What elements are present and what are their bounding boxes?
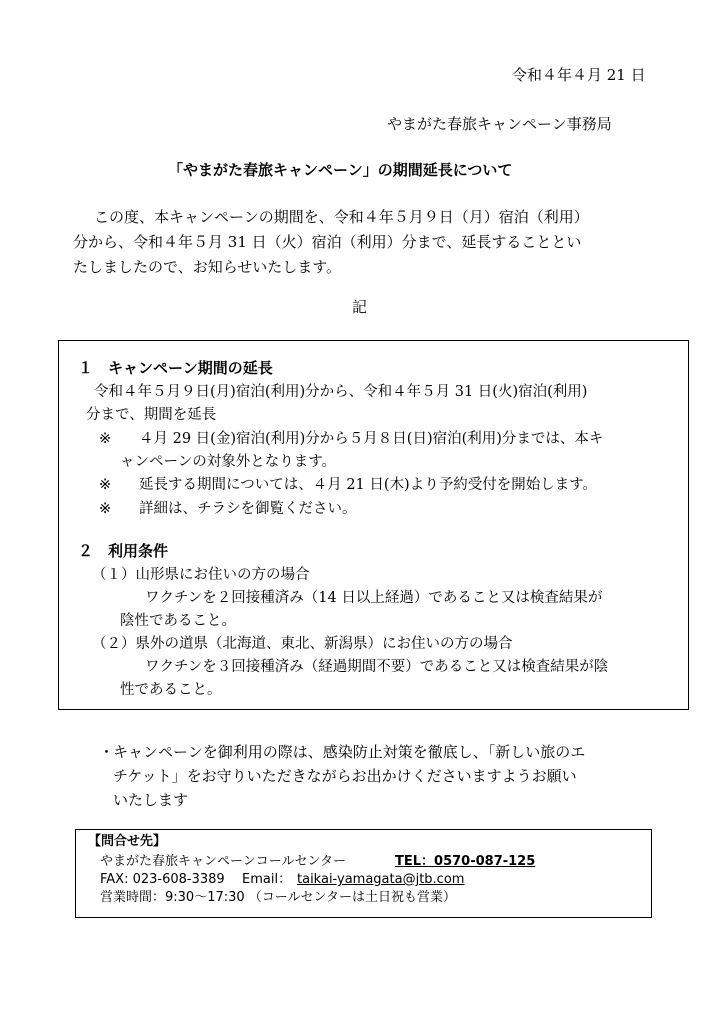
- call-center-tel[interactable]: TEL：0570-087-125: [395, 854, 536, 869]
- email-link[interactable]: taikai-yamagata@jtb.com: [297, 872, 465, 887]
- bullet-line-1: キャンペーンを御利用の際は、感染防止対策を徹底し、「新しい旅のエ: [113, 743, 586, 761]
- issue-date: 令和４年４月 21 日: [512, 66, 646, 84]
- condition-1-label: （１）山形県にお住いの方の場合: [92, 567, 310, 583]
- note-mark-1: ※: [99, 431, 112, 447]
- issuer-name: やまがた春旅キャンペーン事務局: [387, 115, 612, 133]
- note-3-line-1: 詳細は、チラシを御覧ください。: [139, 501, 357, 517]
- contact-heading: 【問合せ先】: [88, 834, 167, 849]
- fax-number: FAX: 023-608-3389: [100, 872, 225, 887]
- ki-mark: 記: [352, 298, 368, 316]
- condition-1-line-1: ワクチンを２回接種済み（14 日以上経過）であること又は検査結果が: [145, 590, 603, 606]
- intro-line-3: たしましたので、お知らせいたします。: [73, 258, 342, 276]
- intro-line-1: この度、本キャンペーンの期間を、令和４年５月９日（月）宿泊（利用）: [94, 208, 589, 226]
- condition-1-line-2: 陰性であること。: [120, 613, 236, 629]
- note-1-line-1: ４月 29 日(金)宿泊(利用)分から５月８日(日)宿泊(利用)分までは、本キ: [139, 431, 604, 447]
- email-label: Email：: [242, 872, 292, 887]
- intro-line-2: 分から、令和４年５月 31 日（火）宿泊（利用）分まで、延長することとい: [73, 233, 582, 251]
- bullet-mark: ・: [99, 743, 115, 761]
- business-hours: 営業時間：9:30～17:30 （コールセンターは土日祝も営業）: [100, 890, 457, 905]
- call-center-name: やまがた春旅キャンペーンコールセンター: [100, 854, 346, 869]
- condition-2-label: （２）県外の道県（北海道、東北、新潟県）にお住いの方の場合: [92, 636, 513, 652]
- section1-body-line-2: 分まで、期間を延長: [86, 407, 217, 423]
- section2-heading: ２ 利用条件: [78, 542, 169, 560]
- bullet-line-2: チケット」をお守りいただきながらお出かけくださいますようお願い: [113, 767, 577, 785]
- bullet-line-3: いたします: [113, 791, 189, 809]
- note-mark-3: ※: [99, 501, 112, 517]
- document-title: 「やまがた春旅キャンペーン」の期間延長について: [168, 161, 513, 179]
- note-mark-2: ※: [99, 477, 112, 493]
- section1-heading: １ キャンペーン期間の延長: [78, 359, 273, 377]
- condition-2-line-2: 性であること。: [120, 682, 222, 698]
- section1-body-line-1: 令和４年５月９日(月)宿泊(利用)分から、令和４年５月 31 日(火)宿泊(利用): [94, 384, 588, 400]
- note-2-line-1: 延長する期間については、４月 21 日(木)より予約受付を開始します。: [139, 477, 598, 493]
- note-1-line-2: ャンペーンの対象外となります。: [120, 454, 337, 470]
- condition-2-line-1: ワクチンを３回接種済み（経過期間不要）であること又は検査結果が陰: [145, 659, 609, 675]
